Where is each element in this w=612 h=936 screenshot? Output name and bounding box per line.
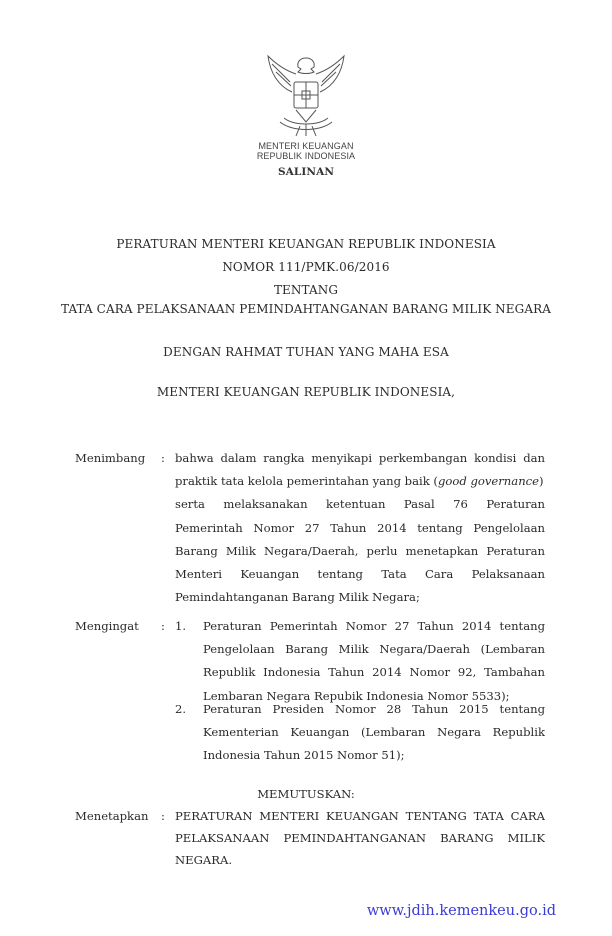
text-line: serta melaksanakan ketentuan Pasal 76 Peraturan — [175, 497, 545, 512]
letterhead-line2: REPUBLIK INDONESIA — [256, 151, 356, 161]
menimbang-label: Menimbang — [75, 451, 146, 465]
jdih-website-link[interactable]: www.jdih.kemenkeu.go.id — [366, 903, 556, 919]
menetapkan-colon: : — [161, 809, 165, 823]
menimbang-text — [175, 447, 545, 609]
mengingat-colon: : — [161, 619, 165, 633]
menimbang-colon: : — [161, 451, 165, 465]
text-segment: ) — [539, 474, 544, 489]
menetapkan-text — [175, 805, 545, 871]
italic-term: good governance — [437, 474, 540, 489]
tentang-heading: TENTANG — [273, 283, 339, 297]
regulation-subject: TATA CARA PELAKSANAAN PEMINDAHTANGANAN BARANG MILIK NEGARA — [61, 302, 551, 316]
text-line: PELAKSANAAN PEMINDAHTANGANAN BARANG MILIK — [175, 831, 545, 845]
text-line: Peraturan Presiden Nomor 28 Tahun 2015 tentang — [203, 702, 545, 716]
text-line: Pemerintah Nomor 27 Tahun 2014 tentang Pengelolaan — [175, 520, 545, 535]
text-line: Peraturan Pemerintah Nomor 27 Tahun 2014 tentang — [203, 619, 545, 633]
text-line: Indonesia Tahun 2015 Nomor 51); — [203, 748, 405, 763]
text-line: Republik Indonesia Tahun 2014 Nomor 92, Tambahan — [203, 665, 545, 680]
text-line: NEGARA. — [175, 853, 233, 867]
text-line: Menteri Keuangan tentang Tata Cara Pelaksanaan — [175, 566, 545, 581]
invocation: DENGAN RAHMAT TUHAN YANG MAHA ESA — [163, 345, 449, 359]
regulation-title: PERATURAN MENTERI KEUANGAN REPUBLIK INDONESIA — [116, 237, 496, 251]
text-line: Pemindahtanganan Barang Milik Negara; — [175, 590, 420, 605]
memutuskan-heading: MEMUTUSKAN: — [257, 787, 355, 801]
letterhead-line1: MENTERI KEUANGAN — [258, 141, 354, 151]
text-line: bahwa dalam rangka menyikapi perkembangan kondisi dan — [175, 451, 545, 465]
authority: MENTERI KEUANGAN REPUBLIK INDONESIA, — [156, 385, 456, 399]
text-line: Barang Milik Negara/Daerah, perlu menetapkan Peraturan — [175, 543, 545, 558]
mengingat-item-2 — [203, 698, 545, 768]
item-number: 2. — [175, 702, 187, 716]
mengingat-item-1 — [203, 615, 545, 708]
item-number: 1. — [175, 619, 187, 633]
text-segment: praktik tata kelola pemerintahan yang baik ( — [175, 474, 438, 489]
garuda-emblem-icon — [266, 52, 346, 138]
menetapkan-label: Menetapkan — [75, 809, 149, 823]
mengingat-label: Mengingat — [75, 619, 139, 633]
salinan-stamp: SALINAN — [277, 166, 335, 178]
regulation-number: NOMOR 111/PMK.06/2016 — [222, 260, 390, 274]
text-line: Pengelolaan Barang Milik Negara/Daerah (Lembaran — [203, 642, 545, 657]
text-line: Kementerian Keuangan (Lembaran Negara Republik — [203, 725, 545, 740]
text-line — [175, 470, 545, 493]
text-line: Lembaran Negara Repubik Indonesia Nomor 5533); — [203, 688, 510, 703]
text-line: PERATURAN MENTERI KEUANGAN TENTANG TATA CARA — [175, 809, 545, 823]
